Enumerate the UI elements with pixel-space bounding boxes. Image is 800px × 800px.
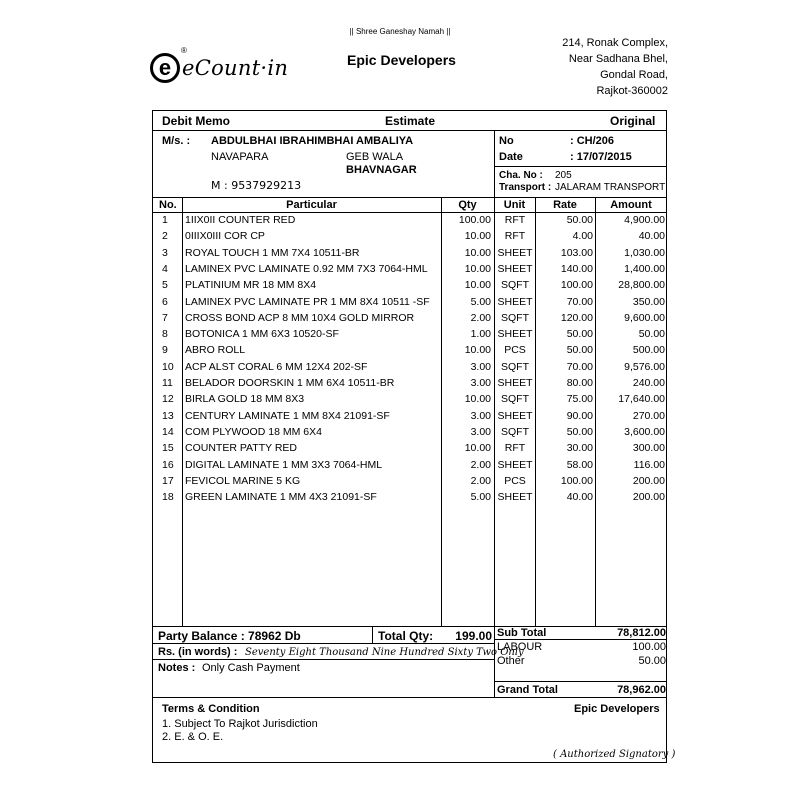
item-unit: SQFT [501, 393, 529, 406]
item-unit: SQFT [501, 311, 529, 324]
table-row [152, 312, 667, 328]
item-unit: SHEET [497, 491, 533, 504]
item-amount: 270.00 [632, 409, 665, 422]
item-qty: 10.00 [464, 344, 491, 357]
item-no: 18 [162, 491, 174, 504]
item-particular: COM PLYWOOD 18 MM 6X4 [185, 425, 322, 438]
item-no: 11 [162, 377, 173, 389]
item-qty: 2.00 [470, 458, 491, 471]
authorized-signatory: ( Authorized Signatory ) [553, 749, 676, 760]
ms-label: M/s. : [162, 135, 191, 147]
item-amount: 240.00 [632, 377, 665, 389]
party-address-1: NAVAPARA [211, 151, 269, 163]
blessing-line: || Shree Ganeshay Namah || [349, 27, 451, 36]
divider [152, 643, 494, 644]
logo-e-icon: e [150, 53, 180, 83]
divider [152, 197, 667, 198]
term-1: 1. Subject To Rajkot Jurisdiction [162, 718, 318, 730]
item-unit: RFT [504, 230, 526, 243]
table-row [152, 328, 667, 344]
no-label: No [499, 135, 514, 147]
registered-mark: ® [181, 46, 187, 55]
item-no: 14 [162, 425, 174, 438]
labour-label: LABOUR [497, 641, 543, 653]
item-no: 3 [162, 246, 168, 259]
table-row [152, 263, 667, 279]
item-no: 7 [162, 311, 168, 324]
item-rate: 40.00 [566, 491, 593, 504]
item-rate: 100.00 [560, 279, 593, 292]
grand-total-label: Grand Total [497, 684, 558, 696]
item-amount: 17,640.00 [618, 393, 665, 406]
table-row [152, 475, 667, 491]
cha-value: 205 [555, 170, 572, 181]
table-row [152, 459, 667, 475]
ecount-logo [150, 50, 288, 86]
item-rate: 50.00 [566, 328, 593, 341]
party-name: ABDULBHAI IBRAHIMBHAI AMBALIYA [211, 135, 414, 147]
item-particular: CROSS BOND ACP 8 MM 10X4 GOLD MIRROR [185, 311, 415, 324]
item-amount: 500.00 [632, 344, 665, 357]
item-qty: 2.00 [470, 311, 491, 324]
col-header-no: No. [159, 199, 177, 211]
labour-value: 100.00 [632, 641, 666, 653]
item-qty: 10.00 [464, 262, 491, 275]
divider [152, 626, 667, 627]
footer-company: Epic Developers [574, 703, 660, 715]
address-line: Near Sadhana Bhel, [568, 53, 668, 65]
item-particular: BOTONICA 1 MM 6X3 10520-SF [185, 328, 339, 341]
item-no: 13 [162, 409, 174, 422]
item-qty: 2.00 [470, 474, 491, 487]
col-header-particular: Particular [286, 199, 337, 211]
item-amount: 50.00 [638, 328, 665, 341]
item-no: 5 [162, 279, 168, 292]
item-rate: 50.00 [566, 214, 593, 226]
item-qty: 5.00 [470, 491, 491, 504]
table-row [152, 491, 667, 507]
item-unit: RFT [504, 214, 526, 226]
item-unit: SHEET [497, 377, 533, 389]
divider [494, 166, 667, 167]
item-amount: 1,030.00 [624, 246, 665, 259]
divider [152, 212, 667, 213]
item-no: 1 [162, 214, 168, 226]
item-unit: PCS [504, 344, 526, 357]
item-no: 8 [162, 328, 168, 341]
item-amount: 4,900.00 [624, 214, 665, 226]
table-row [152, 230, 667, 246]
table-row [152, 214, 667, 230]
item-unit: PCS [504, 474, 526, 487]
item-amount: 350.00 [632, 295, 665, 308]
divider [152, 130, 667, 131]
cha-label: Cha. No : [499, 170, 543, 181]
table-row [152, 296, 667, 312]
item-particular: DIGITAL LAMINATE 1 MM 3X3 7064-HML [185, 458, 383, 471]
party-balance: Party Balance : 78962 Db [158, 629, 301, 643]
col-header-amount: Amount [610, 199, 652, 211]
col-header-unit: Unit [503, 199, 526, 211]
company-address [562, 35, 668, 99]
address-line: 214, Ronak Complex, [562, 37, 668, 49]
item-particular: 0IIIX0III COR CP [185, 230, 265, 243]
date-label: Date [499, 151, 523, 163]
item-rate: 75.00 [566, 393, 593, 406]
debit-memo-title: Debit Memo [162, 114, 231, 128]
party-city: BHAVNAGAR [346, 164, 417, 176]
item-particular: GREEN LAMINATE 1 MM 4X3 21091-SF [185, 491, 377, 504]
item-particular: 1IIX0II COUNTER RED [185, 214, 296, 226]
table-row [152, 410, 667, 426]
item-rate: 4.00 [572, 230, 593, 243]
item-particular: LAMINEX PVC LAMINATE PR 1 MM 8X4 10511 -SF [185, 295, 430, 308]
item-no: 15 [162, 442, 174, 455]
date-value: : 17/07/2015 [570, 151, 632, 163]
item-no: 16 [162, 458, 174, 471]
item-rate: 50.00 [566, 425, 593, 438]
sub-total-value: 78,812.00 [617, 627, 666, 639]
address-line: Gondal Road, [600, 69, 668, 81]
item-unit: SHEET [497, 458, 533, 471]
divider [152, 697, 667, 698]
item-qty: 10.00 [464, 246, 491, 259]
item-unit: SHEET [497, 409, 533, 422]
item-amount: 300.00 [632, 442, 665, 455]
total-qty-label: Total Qty: [378, 629, 434, 643]
logo-text: eCount·in [182, 56, 289, 80]
item-unit: SQFT [501, 279, 529, 292]
item-qty: 1.00 [470, 328, 491, 341]
item-amount: 1,400.00 [624, 262, 665, 275]
item-particular: LAMINEX PVC LAMINATE 0.92 MM 7X3 7064-HML [185, 262, 428, 275]
item-unit: SQFT [501, 425, 529, 438]
total-qty-value: 199.00 [455, 629, 492, 643]
item-particular: BELADOR DOORSKIN 1 MM 6X4 10511-BR [185, 377, 395, 389]
table-row [152, 426, 667, 442]
party-address-2: GEB WALA [346, 151, 404, 163]
column-line [372, 626, 373, 643]
item-rate: 30.00 [566, 442, 593, 455]
company-name: Epic Developers [347, 52, 456, 68]
item-qty: 3.00 [470, 425, 491, 438]
table-row [152, 279, 667, 295]
no-value: : CH/206 [570, 135, 615, 147]
item-unit: SHEET [497, 295, 533, 308]
item-rate: 58.00 [566, 458, 593, 471]
table-row [152, 344, 667, 360]
item-qty: 10.00 [464, 279, 491, 292]
table-row [152, 442, 667, 458]
item-qty: 3.00 [470, 409, 491, 422]
item-rate: 120.00 [560, 311, 593, 324]
transport-value: JALARAM TRANSPORT [555, 182, 666, 193]
table-row [152, 393, 667, 409]
item-particular: FEVICOL MARINE 5 KG [185, 474, 301, 487]
item-particular: PLATINIUM MR 18 MM 8X4 [185, 279, 317, 292]
term-2: 2. E. & O. E. [162, 731, 224, 743]
item-amount: 9,600.00 [624, 311, 665, 324]
transport-label: Transport : [499, 182, 552, 193]
item-qty: 5.00 [470, 295, 491, 308]
sub-total-label: Sub Total [497, 627, 547, 639]
item-qty: 10.00 [464, 230, 491, 243]
grand-total-value: 78,962.00 [617, 684, 666, 696]
item-qty: 10.00 [464, 442, 491, 455]
item-no: 6 [162, 295, 168, 308]
item-rate: 70.00 [566, 360, 593, 373]
item-unit: SHEET [497, 328, 533, 341]
amount-in-words: Seventy Eight Thousand Nine Hundred Sixty Two Only [245, 647, 524, 658]
other-value: 50.00 [638, 655, 666, 667]
item-unit: SQFT [501, 360, 529, 373]
item-particular: ACP ALST CORAL 6 MM 12X4 202-SF [185, 360, 368, 373]
item-particular: COUNTER PATTY RED [185, 442, 298, 455]
item-unit: SHEET [497, 262, 533, 275]
col-header-rate: Rate [553, 199, 577, 211]
item-rate: 50.00 [566, 344, 593, 357]
item-no: 10 [162, 360, 174, 373]
item-unit: SHEET [497, 246, 533, 259]
item-qty: 10.00 [464, 393, 491, 406]
item-particular: CENTURY LAMINATE 1 MM 8X4 21091-SF [185, 409, 390, 422]
terms-title: Terms & Condition [162, 703, 260, 715]
item-unit: RFT [504, 442, 526, 455]
divider [494, 639, 667, 640]
words-label: Rs. (in words) : [158, 646, 238, 658]
divider [494, 681, 667, 682]
other-label: Other [497, 655, 525, 667]
table-row [152, 377, 667, 393]
party-mobile: M : 9537929213 [211, 179, 302, 192]
table-row [152, 361, 667, 377]
item-particular: ROYAL TOUCH 1 MM 7X4 10511-BR [185, 246, 360, 259]
col-header-qty: Qty [458, 199, 477, 211]
item-no: 12 [162, 393, 174, 406]
item-amount: 40.00 [638, 230, 665, 243]
item-no: 9 [162, 344, 168, 357]
notes-label: Notes : [158, 662, 196, 674]
item-no: 4 [162, 262, 168, 275]
item-particular: ABRO ROLL [185, 344, 246, 357]
item-rate: 140.00 [560, 262, 593, 275]
divider [152, 659, 494, 660]
item-particular: BIRLA GOLD 18 MM 8X3 [185, 393, 305, 406]
item-rate: 80.00 [566, 377, 593, 389]
item-qty: 100.00 [458, 214, 491, 226]
item-amount: 28,800.00 [618, 279, 665, 292]
item-qty: 3.00 [470, 360, 491, 373]
item-rate: 100.00 [560, 474, 593, 487]
item-amount: 116.00 [633, 458, 665, 471]
notes-value: Only Cash Payment [202, 662, 300, 674]
estimate-title: Estimate [385, 114, 436, 128]
address-line: Rajkot-360002 [596, 85, 668, 97]
item-rate: 90.00 [566, 409, 593, 422]
item-amount: 9,576.00 [624, 360, 665, 373]
item-rate: 103.00 [560, 246, 593, 259]
item-amount: 200.00 [632, 491, 665, 504]
item-no: 17 [162, 474, 174, 487]
item-rate: 70.00 [566, 295, 593, 308]
item-amount: 200.00 [632, 474, 665, 487]
original-title: Original [610, 114, 656, 128]
item-amount: 3,600.00 [624, 425, 665, 438]
item-no: 2 [162, 230, 168, 243]
item-qty: 3.00 [470, 377, 491, 389]
table-row [152, 247, 667, 263]
